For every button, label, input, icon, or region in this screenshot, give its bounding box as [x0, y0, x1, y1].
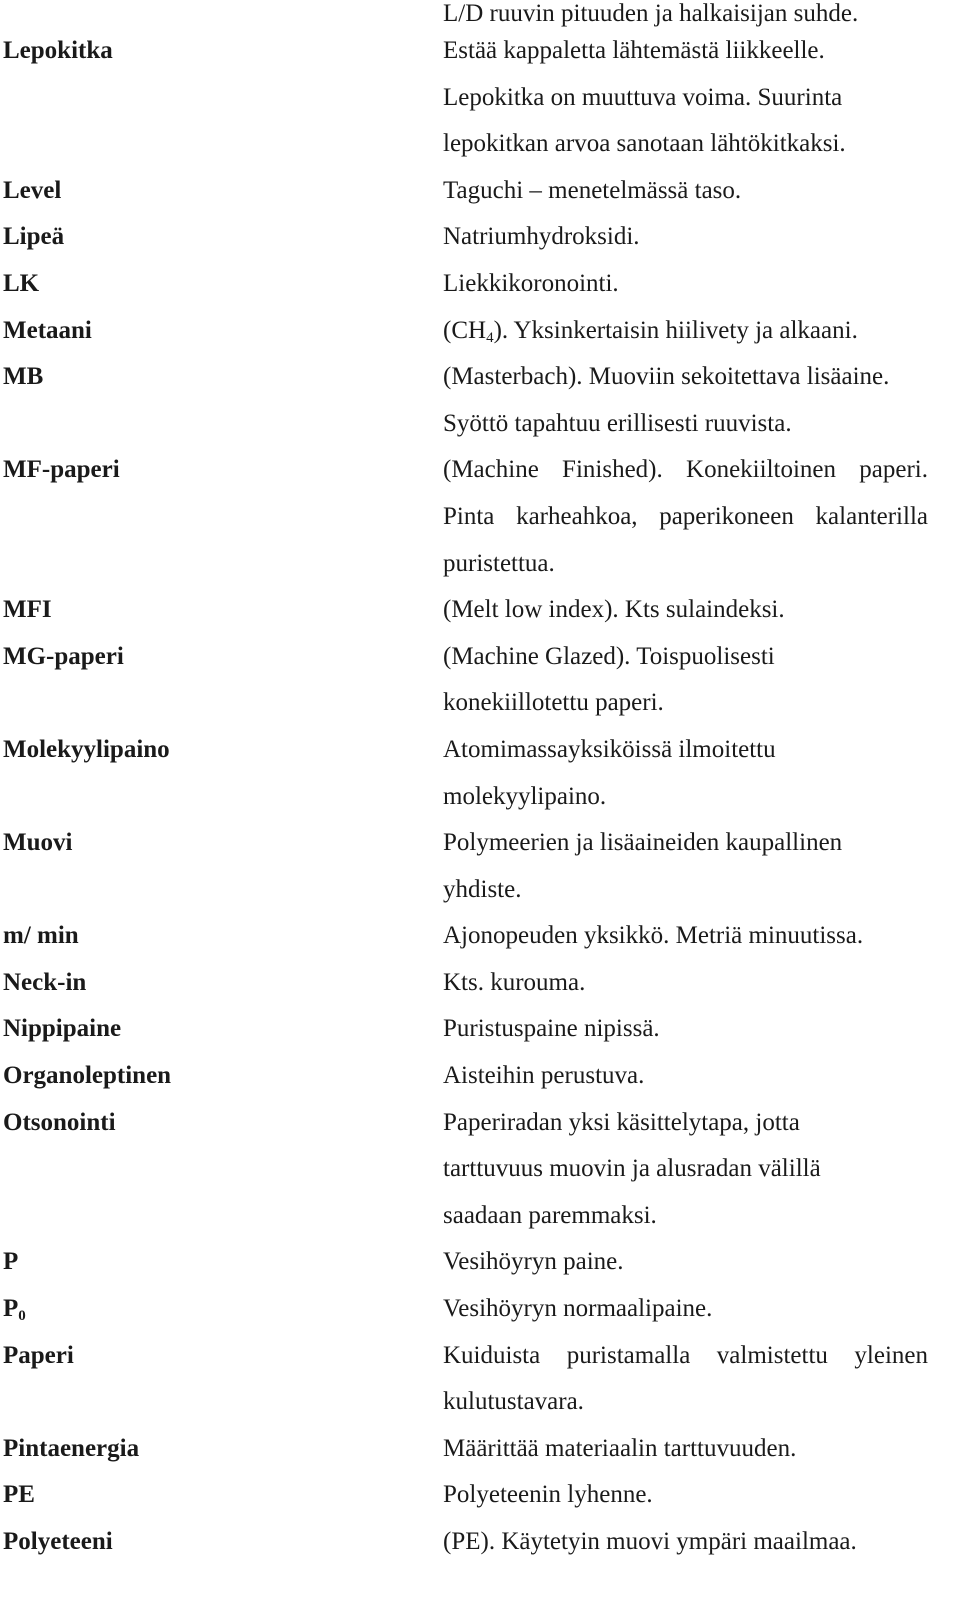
definition-line: Estää kappaletta lähtemästä liikkeelle.	[443, 37, 825, 64]
definition	[443, 28, 928, 168]
glossary-entry-mfi	[0, 587, 960, 634]
definition-line: Vesihöyryn paine.	[443, 1248, 624, 1276]
term: Lipeä	[3, 223, 65, 251]
formula-prefix: (CH	[443, 316, 487, 344]
definition	[443, 1472, 928, 1519]
definition	[443, 587, 928, 634]
definition	[443, 1100, 928, 1240]
definition-line: Ajonopeuden yksikkö. Metriä minuutissa.	[443, 922, 864, 950]
glossary-entry-lk	[0, 261, 960, 308]
definition	[443, 308, 928, 355]
term: MG-paperi	[3, 642, 124, 670]
definition-line: Puristuspaine nipissä.	[443, 1015, 660, 1043]
term: Muovi	[3, 829, 73, 857]
definition	[443, 447, 928, 587]
glossary-entry-m-min	[0, 913, 960, 960]
definition	[443, 1426, 928, 1473]
term-subscript: 0	[18, 1308, 26, 1325]
term: LK	[3, 269, 40, 297]
definition-line	[443, 308, 928, 355]
glossary-entry-level	[0, 168, 960, 215]
term: P	[3, 1248, 19, 1276]
definition	[443, 820, 928, 913]
glossary-entry-molekyylipaino	[0, 727, 960, 820]
term: Paperi	[3, 1341, 74, 1369]
glossary-entry-mb	[0, 354, 960, 447]
definition-line: Kuiduista puristamalla valmistettu yleinen	[443, 1341, 928, 1369]
term: Pintaenergia	[3, 1434, 140, 1462]
definition-line: yhdiste.	[443, 875, 522, 903]
glossary-entry-ld	[0, 0, 960, 28]
definition-line: Kts. kurouma.	[443, 968, 586, 996]
definition	[443, 913, 928, 960]
definition	[443, 0, 928, 28]
definition	[443, 1239, 928, 1286]
glossary-entry-mg-paperi	[0, 634, 960, 727]
glossary-entry-pintaenergia	[0, 1426, 960, 1473]
definition-line: molekyylipaino.	[443, 782, 607, 810]
term: m/ min	[3, 922, 79, 950]
term: Lepokitka	[3, 37, 113, 64]
glossary-entry-polyeteeni	[0, 1519, 960, 1566]
definition-line: kulutustavara.	[443, 1388, 584, 1416]
definition-line: Aisteihin perustuva.	[443, 1062, 645, 1090]
glossary-entry-metaani	[0, 308, 960, 355]
term: Metaani	[3, 316, 92, 344]
term: Polyeteeni	[3, 1528, 113, 1555]
definition	[443, 960, 928, 1007]
term: Organoleptinen	[3, 1062, 172, 1090]
term-symbol: P	[3, 1295, 19, 1323]
definition-line: Paperiradan yksi käsittelytapa, jotta	[443, 1108, 800, 1136]
definition	[443, 1053, 928, 1100]
definition-line: (Masterbach). Muoviin sekoitettava lisäaine.	[443, 363, 890, 391]
definition	[443, 214, 928, 261]
definition-line: saadaan paremmaksi.	[443, 1201, 657, 1229]
definition-line: Vesihöyryn normaalipaine.	[443, 1295, 713, 1323]
definition-line: (Machine Glazed). Toispuolisesti	[443, 642, 775, 670]
definition-line: Polymeerien ja lisäaineiden kaupallinen	[443, 829, 843, 857]
definition	[443, 1333, 928, 1426]
definition-line: Atomimassayksiköissä ilmoitettu	[443, 735, 776, 763]
glossary-entry-mf-paperi	[0, 447, 960, 587]
definition	[443, 634, 928, 727]
definition-line: Natriumhydroksidi.	[443, 223, 640, 251]
glossary-entry-lepokitka	[0, 28, 960, 168]
definition-line: lepokitkan arvoa sanotaan lähtökitkaksi.	[443, 130, 846, 158]
term: Molekyylipaino	[3, 735, 170, 763]
definition	[443, 261, 928, 308]
definition-line: Määrittää materiaalin tarttuvuuden.	[443, 1434, 797, 1462]
term: MF-paperi	[3, 456, 120, 484]
term: Neck-in	[3, 968, 87, 996]
definition-line: (PE). Käytetyin muovi ympäri maailmaa.	[443, 1528, 857, 1555]
glossary-entry-lipea	[0, 214, 960, 261]
definition-line: puristettua.	[443, 549, 555, 577]
term	[3, 1286, 26, 1333]
definition-line: konekiillotettu paperi.	[443, 689, 664, 717]
definition	[443, 1006, 928, 1053]
definition	[443, 1519, 928, 1566]
definition-line: Taguchi – menetelmässä taso.	[443, 176, 742, 204]
term: Level	[3, 176, 62, 204]
definition-line: Polyeteenin lyhenne.	[443, 1481, 653, 1509]
definition	[443, 727, 928, 820]
definition-line: Liekkikoronointi.	[443, 269, 619, 297]
glossary-entry-pe	[0, 1472, 960, 1519]
definition-line: L/D ruuvin pituuden ja halkaisijan suhde.	[443, 0, 859, 27]
definition-line: Lepokitka on muuttuva voima. Suurinta	[443, 83, 843, 111]
term: Nippipaine	[3, 1015, 122, 1043]
glossary-entry-p0	[0, 1286, 960, 1333]
term: MB	[3, 363, 44, 391]
formula-subscript: 4	[486, 329, 494, 346]
term: PE	[3, 1481, 35, 1509]
definition-line: Pinta karheahkoa, paperikoneen kalanterilla	[443, 502, 928, 530]
definition	[443, 1286, 928, 1333]
glossary-entry-p	[0, 1239, 960, 1286]
definition-line: Syöttö tapahtuu erillisesti ruuvista.	[443, 409, 792, 437]
definition-line: tarttuvuus muovin ja alusradan välillä	[443, 1155, 821, 1183]
definition-line: (Machine Finished). Konekiiltoinen paperi.	[443, 456, 928, 484]
term: Otsonointi	[3, 1108, 116, 1136]
definition	[443, 168, 928, 215]
glossary-entry-paperi	[0, 1333, 960, 1426]
glossary-entry-nippipaine	[0, 1006, 960, 1053]
glossary-entry-neck-in	[0, 960, 960, 1007]
definition-line: (Melt low index). Kts sulaindeksi.	[443, 596, 785, 624]
definition	[443, 354, 928, 447]
glossary-entry-organoleptinen	[0, 1053, 960, 1100]
glossary-entry-muovi	[0, 820, 960, 913]
term: MFI	[3, 596, 52, 624]
glossary-entry-otsonointi	[0, 1100, 960, 1240]
formula-suffix: ). Yksinkertaisin hiilivety ja alkaani.	[493, 316, 858, 344]
